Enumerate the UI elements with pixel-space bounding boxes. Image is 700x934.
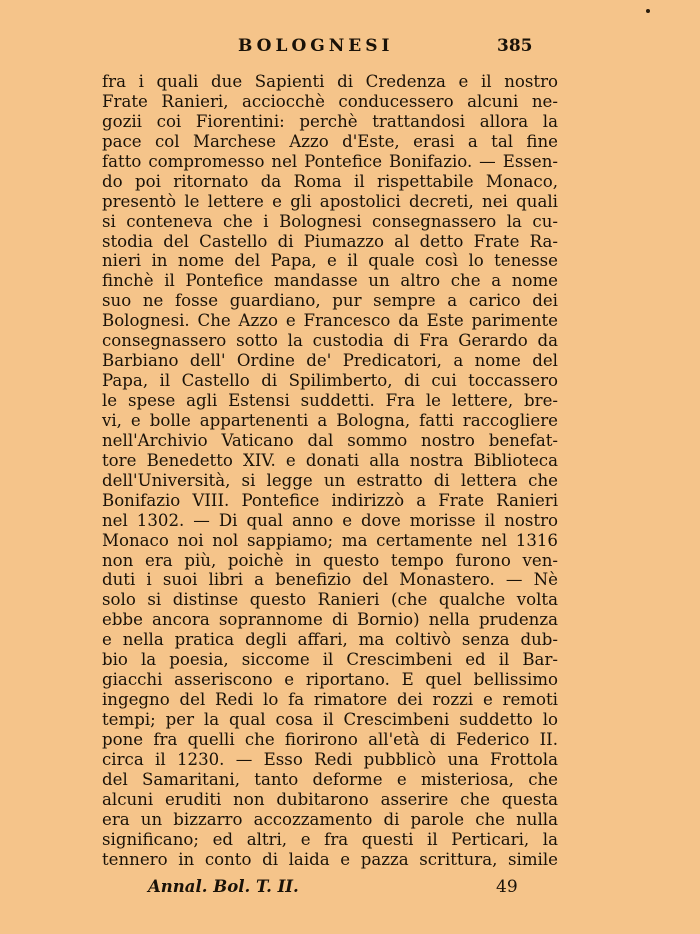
text-line: non era più, poichè in questo tempo furono ven- [102,550,558,570]
text-line: vi, e bolle appartenenti a Bologna, fatti raccogliere [102,410,558,430]
text-line: nell'Archivio Vaticano dal sommo nostro benefat- [102,430,558,450]
text-line: giacchi asseriscono e riportano. E quel bellissimo [102,670,558,690]
text-line: Papa, il Castello di Spilimberto, di cui toccassero [102,371,558,391]
text-line: tennero in conto di laida e pazza scrittura, simile [102,849,558,869]
text-line: significano; ed altri, e fra questi il Perticari, la [102,829,558,849]
text-line: dell'Università, si legge un estratto di lettera che [102,470,558,490]
text-line: Bonifazio VIII. Pontefice indirizzò a Frate Ranieri [102,490,558,510]
text-line: nieri in nome del Papa, e il quale così lo tenesse [102,251,558,271]
text-line: tempi; per la qual cosa il Crescimbeni suddetto lo [102,710,558,729]
text-line: nel 1302. — Di qual anno e dove morisse il nostro [102,510,558,530]
text-line: duti i suoi libri a benefizio del Monastero. — Nè [102,570,558,590]
text-line: del Samaritani, tanto deforme e misteriosa, che [102,769,558,789]
text-line: fatto compromesso nel Pontefice Bonifazio. — Essen- [102,151,558,171]
text-line: consegnassero sotto la custodia di Fra Gerardo da [102,331,558,351]
text-line: presentò le lettere e gli apostolici decreti, nei quali [102,191,558,211]
text-line: Barbiano dell' Ordine de' Predicatori, a nome del [102,351,558,371]
text-line: circa il 1230. — Esso Redi pubblicò una Frottola [102,749,558,769]
text-line: do poi ritornato da Roma il rispettabile Monaco, [102,171,558,191]
text-line: ingegno del Redi lo fa rimatore dei rozzi e remoti [102,690,558,710]
page-number: 385 [497,36,533,56]
text-line: pone fra quelli che fiorirono all'età di Federico II. [102,729,558,749]
text-line: Frate Ranieri, acciocchè conducessero alcuni ne- [102,91,558,111]
text-line: e nella pratica degli affari, ma coltivò senza dub- [102,630,558,650]
text-line: fra i quali due Sapienti di Credenza e il nostro [102,72,558,91]
text-line: Monaco noi nol sappiamo; ma certamente nel 1316 [102,530,558,550]
signature-number: 49 [496,877,518,897]
text-line: ebbe ancora soprannome di Bornio) nella prudenza [102,610,558,630]
text-line: gozii coi Fiorentini: perchè trattandosi allora la [102,111,558,131]
text-line: pace col Marchese Azzo d'Este, erasi a tal fine [102,131,558,151]
text-line: Bolognesi. Che Azzo e Francesco da Este parimente [102,311,558,331]
running-title: BOLOGNESI [238,36,394,56]
page-footer [0,877,700,901]
running-head [0,36,700,60]
text-line: bio la poesia, siccome il Crescimbeni ed il Bar- [102,650,558,670]
text-line: finchè il Pontefice mandasse un altro che a nome [102,271,558,291]
text-line: le spese agli Estensi suddetti. Fra le lettere, bre- [102,391,558,410]
ink-speck [646,9,650,13]
text-line: alcuni eruditi non dubitarono asserire che questa [102,789,558,809]
text-line: stodia del Castello di Piumazzo al detto Frate Ra- [102,231,558,251]
text-line: si conteneva che i Bolognesi consegnassero la cu- [102,211,558,231]
signature-mark: Annal. Bol. T. II. [148,877,299,896]
text-line: suo ne fosse guardiano, pur sempre a carico dei [102,291,558,311]
text-line: tore Benedetto XIV. e donati alla nostra Biblioteca [102,450,558,470]
text-line: era un bizzarro accozzamento di parole che nulla [102,809,558,829]
text-line: solo si distinse questo Ranieri (che qualche volta [102,590,558,610]
body-text [102,72,558,870]
